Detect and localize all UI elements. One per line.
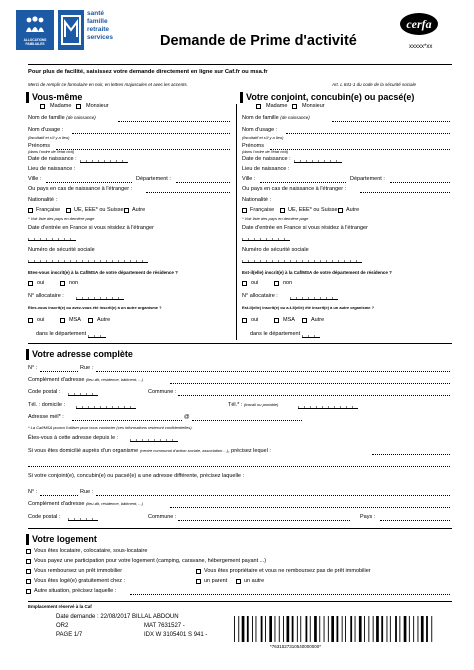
msa-line: services	[87, 34, 114, 41]
date-entree-label: Date d'entrée en France si vous résidez à l'étranger	[28, 225, 154, 231]
date-demande: Date demande : 22/08/2017 BILLAL ABDOUN	[56, 614, 179, 620]
date-naissance-field[interactable]	[80, 157, 128, 163]
rue-label: Rue :	[80, 489, 94, 495]
locataire-checkbox[interactable]	[26, 549, 31, 554]
caf-figures-icon	[24, 16, 46, 34]
msa-label: MSA	[69, 317, 81, 323]
section-vous-meme	[26, 91, 82, 103]
un-autre-label: un autre	[244, 578, 265, 584]
precisez-text: , précisez lequel :	[228, 448, 271, 454]
autre-label: Autre	[311, 317, 325, 323]
autre-label: Autre	[97, 317, 111, 323]
non-label: non	[283, 280, 293, 286]
intro-text: Pour plus de facilité, saisissez votre demande directement en ligne sur Caf.fr ou msa.fr	[28, 69, 268, 75]
or2-code: OR2	[56, 623, 69, 629]
section-title: Vous-même	[32, 92, 83, 102]
proprietaire-checkbox[interactable]	[196, 569, 201, 574]
section-bar	[26, 92, 29, 103]
tel-travail-text: Tél.* :	[228, 402, 243, 408]
barcode	[232, 616, 436, 642]
prenoms-note: (dans l'ordre de l'état civil)	[242, 149, 289, 154]
departement-label: Département :	[136, 176, 171, 182]
departement-field[interactable]	[176, 182, 230, 183]
conjoint-nom-usage-label: Nom d'usage :	[242, 127, 278, 133]
prenoms-field[interactable]	[56, 149, 230, 150]
conjoint-departement-field[interactable]	[390, 182, 450, 183]
nom-usage-field[interactable]	[72, 133, 230, 134]
francaise-label: Française	[36, 207, 61, 213]
page-title: Demande de Prime d'activité	[160, 33, 357, 49]
dans-dept-field[interactable]	[88, 332, 106, 338]
conjoint-autre-org-oui-checkbox[interactable]	[242, 318, 247, 323]
conjoint-ville-field[interactable]	[260, 182, 346, 183]
commune-label: Commune :	[148, 514, 177, 520]
section-divider	[28, 343, 452, 344]
oui-label: oui	[37, 317, 45, 323]
nom-famille-note: (de naissance)	[280, 115, 310, 120]
domicile-org-label	[28, 449, 271, 455]
conjoint-monsieur-checkbox[interactable]	[292, 104, 297, 109]
monsieur-label: Monsieur	[86, 103, 109, 109]
nss-label: Numéro de sécurité sociale	[28, 247, 95, 253]
caf-logo-text: ALLOCATIONS FAMILIALES	[23, 38, 47, 46]
domicile-org-field-2[interactable]	[28, 466, 450, 467]
cerfa-number: xxxxx*xx	[409, 44, 433, 50]
footer-divider	[28, 601, 452, 602]
conjoint-inscrit-non-checkbox[interactable]	[274, 281, 279, 286]
ue-label: UE, EEE* ou Suisse	[288, 207, 338, 213]
domicile-org-text: Si vous êtes domicilié auprès d'un organisme	[28, 448, 139, 454]
inscrit-question: Etes-vous inscrit(e) à la Caf/MSA de votre département de résidence ?	[28, 270, 178, 275]
logement-option: Vous remboursez un prêt immobilier	[34, 568, 123, 574]
autre-nationalite-checkbox[interactable]	[124, 208, 129, 213]
ville-field[interactable]	[46, 182, 132, 183]
conjoint-autre-org-autre-checkbox[interactable]	[302, 318, 307, 323]
conjoint-nss-label: Numéro de sécurité sociale	[242, 247, 309, 253]
conjoint-ue-checkbox[interactable]	[280, 208, 285, 213]
depuis-label: Êtes-vous à cette adresse depuis le :	[28, 435, 119, 441]
barcode-text: *7631527310540000000*	[270, 644, 322, 649]
section-bar	[26, 534, 29, 545]
mat-code: MAT 7631527 -	[144, 623, 185, 629]
arobase: @	[184, 414, 190, 420]
section-bar	[26, 349, 29, 360]
adresse-mel-label: Adresse mél* :	[28, 414, 64, 420]
autre-org-msa-checkbox[interactable]	[60, 318, 65, 323]
depuis-field[interactable]	[130, 436, 178, 442]
autre-situation-field[interactable]	[130, 594, 450, 595]
tel-domicile-field[interactable]	[76, 403, 136, 409]
nom-famille-field[interactable]	[118, 121, 230, 122]
autre-nationalite-label: Autre	[132, 207, 146, 213]
pays-naissance-field[interactable]	[146, 192, 230, 193]
prenoms-note: (dans l'ordre de l'état civil)	[28, 149, 75, 154]
section-title: Votre adresse complète	[32, 349, 133, 359]
ville-label: Ville :	[28, 176, 42, 182]
conjoint-nss-field[interactable]	[242, 257, 362, 263]
conjoint-inscrit-oui-checkbox[interactable]	[242, 281, 247, 286]
complement-label	[28, 502, 143, 508]
logement-option: Vous payez une participation pour votre logement (camping, caravane, hébergement payant ...)	[34, 558, 267, 564]
oui-label: oui	[251, 317, 259, 323]
loge-gratuit-checkbox[interactable]	[26, 579, 31, 584]
francaise-label: Française	[250, 207, 275, 213]
section-divider	[28, 528, 452, 529]
autre-situation-checkbox[interactable]	[26, 589, 31, 594]
conjoint-madame-checkbox[interactable]	[256, 104, 261, 109]
tel-travail-note: (travail ou portable)	[243, 402, 279, 407]
inscrit-oui-checkbox[interactable]	[28, 281, 33, 286]
conjoint-nom-famille-field[interactable]	[332, 121, 450, 122]
domicile-org-field[interactable]	[372, 454, 450, 455]
conjoint-date-entree-field[interactable]	[242, 235, 290, 241]
logement-option: Autre situation, précisez laquelle :	[34, 588, 117, 594]
commune-label: Commune :	[148, 389, 177, 395]
nom-usage-note: (facultatif et s'il y a lieu)	[28, 135, 70, 140]
note-caf: * La Caf/MSA pourra l'utiliser pour vous contacter (ces informations resteront confidentielles).	[28, 425, 193, 430]
oui-label: oui	[37, 280, 45, 286]
madame-checkbox[interactable]	[40, 104, 45, 109]
barcode-icon	[232, 616, 436, 642]
nom-famille-label	[28, 116, 96, 122]
caf-logo	[16, 10, 54, 50]
section-title: Votre logement	[32, 534, 97, 544]
inscrit-non-checkbox[interactable]	[60, 281, 65, 286]
section-adresse	[26, 348, 133, 360]
pret-checkbox[interactable]	[26, 569, 31, 574]
complement-text: Complément d'adresse	[28, 377, 85, 383]
conjoint-dans-dept-field[interactable]	[302, 332, 320, 338]
reserve-caf-label: Emplacement réservé à la Caf	[28, 604, 92, 609]
idx-code: IDX W 3105401 S 941 -	[144, 632, 208, 638]
conjoint-autre-org-question: Est-il(elle) inscrit(e) ou a-t-il(elle) été inscrit(e) à un autre organisme ?	[242, 305, 375, 310]
tel-travail-label	[228, 403, 278, 409]
section-bar	[240, 92, 243, 103]
conjoint-date-naissance-field[interactable]	[294, 157, 342, 163]
date-entree-field[interactable]	[28, 235, 76, 241]
nom-usage-note: (facultatif et s'il y a lieu)	[242, 135, 284, 140]
complement-note: (lieu-dit, résidence, bâtiment, ...)	[85, 501, 144, 506]
conjoint-date-naissance-label: Date de naissance :	[242, 156, 291, 162]
legal-ref: Art. L 841-1 du code de la sécurité sociale	[332, 82, 416, 87]
conjoint-departement-label: Département :	[350, 176, 385, 182]
conjoint-allocataire-field[interactable]	[290, 294, 338, 300]
complement-note: (lieu-dit, résidence, bâtiment, ...)	[85, 377, 144, 382]
conjoint-allocataire-label: N° allocataire :	[242, 293, 278, 299]
autre-org-autre-checkbox[interactable]	[88, 318, 93, 323]
date-naissance-label: Date de naissance :	[28, 156, 77, 162]
conjoint-prenoms-field[interactable]	[270, 149, 450, 150]
participation-checkbox[interactable]	[26, 559, 31, 564]
nom-famille-text: Nom de famille	[242, 115, 279, 121]
tel-domicile-label: Tél. : domicile :	[28, 402, 65, 408]
allocataire-label: N° allocataire :	[28, 293, 64, 299]
conjoint-pays-naissance-field[interactable]	[360, 192, 450, 193]
conjoint-no-field[interactable]	[40, 495, 78, 496]
column-divider	[236, 104, 237, 340]
autre-nationalite-label: Autre	[346, 207, 360, 213]
msa-logo	[58, 10, 84, 50]
mel-domain-field[interactable]	[192, 420, 302, 421]
nom-famille-text: Nom de famille	[28, 115, 65, 121]
conjoint-nom-usage-field[interactable]	[286, 133, 450, 134]
madame-label: Madame	[266, 103, 288, 109]
conjoint-francaise-checkbox[interactable]	[242, 208, 247, 213]
commune-field[interactable]	[178, 395, 450, 396]
un-parent-checkbox[interactable]	[196, 579, 201, 584]
monsieur-checkbox[interactable]	[76, 104, 81, 109]
conjoint-code-postal-field[interactable]	[68, 515, 98, 521]
allocataire-field[interactable]	[76, 294, 124, 300]
pays-naissance-label: Ou pays en cas de naissance à l'étranger :	[28, 186, 133, 192]
mel-user-field[interactable]	[72, 420, 182, 421]
nom-famille-note: (de naissance)	[66, 115, 96, 120]
ue-checkbox[interactable]	[66, 208, 71, 213]
voir-liste-note: * Voir liste des pays en dernière page	[28, 216, 95, 221]
conjoint-dans-dept-label: dans le département	[250, 331, 301, 337]
nationalite-label: Nationalité :	[28, 197, 58, 203]
page-number: PAGE 1/7	[56, 632, 83, 638]
section-logement	[26, 533, 97, 545]
dans-dept-label: dans le département	[36, 331, 87, 337]
cerfa-logo	[400, 13, 438, 35]
code-postal-field[interactable]	[68, 390, 98, 396]
lieu-naissance-label: Lieu de naissance :	[28, 166, 76, 172]
ue-label: UE, EEE* ou Suisse	[74, 207, 124, 213]
conjoint-nationalite-label: Nationalité :	[242, 197, 272, 203]
header-divider	[28, 64, 452, 65]
code-postal-label: Code postal :	[28, 514, 61, 520]
conjoint-date-entree-label: Date d'entrée en France si vous résidez à l'étranger	[242, 225, 368, 231]
conjoint-pays-naissance-label: Ou pays en cas de naissance à l'étranger :	[242, 186, 347, 192]
cerfa-logo-text: cerfa	[406, 16, 432, 31]
section-conjoint	[240, 91, 414, 103]
logement-option: Vous êtes locataire, colocataire, sous-locataire	[34, 548, 148, 554]
msa-line: retraite	[87, 26, 110, 33]
msa-label: MSA	[283, 317, 295, 323]
rue-label: Rue :	[80, 365, 94, 371]
domicile-org-note: (centre communal d'action sociale, association ...)	[139, 448, 229, 453]
conjoint-autre-nationalite-checkbox[interactable]	[338, 208, 343, 213]
conjoint-complement-field[interactable]	[170, 507, 450, 508]
nss-field[interactable]	[28, 257, 148, 263]
msa-mark-icon	[58, 10, 84, 50]
msa-line: santé	[87, 10, 104, 17]
madame-label: Madame	[50, 103, 72, 109]
complement-text: Complément d'adresse	[28, 501, 85, 507]
nom-usage-label: Nom d'usage :	[28, 127, 64, 133]
code-postal-label: Code postal :	[28, 389, 61, 395]
autre-org-question: Etes-vous inscrit(e) ou avez-vous été inscrit(e) à un autre organisme ?	[28, 305, 162, 310]
conjoint-ville-label: Ville :	[242, 176, 256, 182]
msa-line: famille	[87, 18, 108, 25]
no-label: N° :	[28, 489, 38, 495]
conjoint-lieu-naissance-label: Lieu de naissance :	[242, 166, 290, 172]
complement-label	[28, 378, 143, 384]
pays-label: Pays :	[360, 514, 376, 520]
tel-travail-field[interactable]	[298, 403, 358, 409]
conjoint-pays-field[interactable]	[380, 520, 450, 521]
non-label: non	[69, 280, 79, 286]
logement-option: Vous êtes logé(e) gratuitement chez :	[34, 578, 126, 584]
un-parent-label: un parent	[204, 578, 228, 584]
no-label: N° :	[28, 365, 38, 371]
section-title: Votre conjoint, concubin(e) ou pacsé(e)	[246, 92, 415, 102]
conjoint-adresse-label: Si votre conjoint(e), concubin(e) ou pacsé(e) a une adresse différente, précisez laquelle :	[28, 473, 245, 479]
conjoint-rue-field[interactable]	[96, 495, 450, 496]
monsieur-label: Monsieur	[302, 103, 325, 109]
oui-label: oui	[251, 280, 259, 286]
conjoint-autre-org-msa-checkbox[interactable]	[274, 318, 279, 323]
rue-field[interactable]	[96, 371, 450, 372]
francaise-checkbox[interactable]	[28, 208, 33, 213]
conjoint-inscrit-question: Est-il(elle) inscrit(e) à la Caf/MSA de votre département de résidence ?	[242, 270, 392, 275]
autre-org-oui-checkbox[interactable]	[28, 318, 33, 323]
un-autre-checkbox[interactable]	[236, 579, 241, 584]
logement-option: Vous êtes propriétaire et vous ne remboursez pas de prêt immobilier	[204, 568, 371, 574]
no-field[interactable]	[40, 371, 78, 372]
complement-field[interactable]	[170, 383, 450, 384]
conjoint-nom-famille-label	[242, 116, 310, 122]
prenoms-label: Prénoms	[28, 143, 51, 149]
instruction-text: Merci de remplir ce formulaire en noir, en lettres majuscules et avec les accents.	[28, 82, 188, 87]
conjoint-prenoms-label: Prénoms	[242, 143, 265, 149]
conjoint-commune-field[interactable]	[178, 520, 350, 521]
voir-liste-note: * Voir liste des pays en dernière page	[242, 216, 309, 221]
